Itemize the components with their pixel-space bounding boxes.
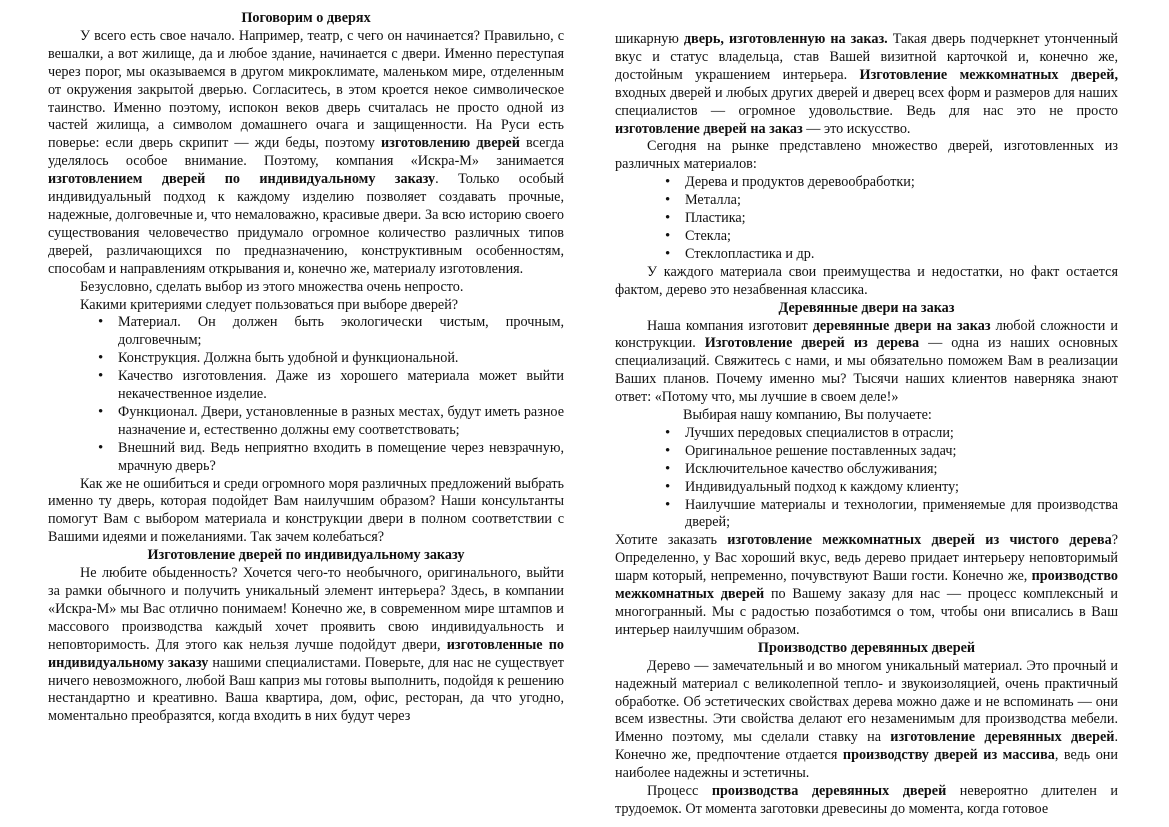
- heading-doors: Поговорим о дверях: [241, 10, 371, 26]
- list-item: • Индивидуальный подход к каждому клиенту;: [615, 479, 1118, 497]
- list-item: • Лучших передовых специалистов в отрасли;: [615, 425, 1118, 443]
- list-item: • Материал. Он должен быть экологически чистым, прочным, долговечным;: [48, 314, 564, 350]
- paragraph-wooden: Наша компания изготовит деревянные двери на заказ любой сложности и конструкции. Изготовление дверей из дерева — одна из наших основных специализаций. Свяжитесь с нами, и мы обязательно поможем Вам в реализации Ваших планов. Почему именно мы? Тысячи наших клиентов наверняка знают ответ: «Потому что, мы лучшие в своем деле!»: [615, 317, 1118, 406]
- list-item: • Качество изготовления. Даже из хорошего материала может выйти некачественное изделие.: [48, 368, 564, 404]
- right-column: [615, 31, 1118, 819]
- paragraph-custom: Не любите обыденность? Хочется чего-то необычного, оригинального, выйти за рамки обычного и получить уникальный элемент интерьера? Здесь, в компании «Искра-М» мы Вас отлично понимаем! Конечно же, в современном мире штампов и массового производства каждый хочет проявить свою индивидуальность и неповторимость. Для этого как нельзя лучше подойдут двери, изготовленные по индивидуальному заказу нашими специалистами. Поверьте, для нас не существует ничего невозможного, любой Ваш каприз мы готовы выполнить, подойдя к решению нестандартно и креативно. Ваша квартира, дом, офис, ресторан, да что угодно, моментально преобразятся, когда входить в них будут через: [48, 565, 564, 725]
- list-item: • Конструкция. Должна быть удобной и функциональной.: [48, 350, 564, 368]
- benefits-list: [615, 425, 1118, 532]
- left-column: [48, 10, 564, 726]
- heading-wooden-doors: Деревянные двери на заказ: [778, 299, 955, 316]
- paragraph-classic: У каждого материала свои преимущества и недостатки, но факт остается фактом, дерево это незабвенная классика.: [615, 263, 1118, 298]
- paragraph-consultants: Как же не ошибиться и среди огромного моря различных предложений выбрать именно ту дверь, которая подойдет Вам наилучшим образом? Наши консультанты помогут Вам с выбором материала и конструкции двери в полном соответствии с Вашими идеями и пожеланиями. Так зачем колебаться?: [48, 475, 564, 546]
- list-item: • Дерева и продуктов деревообработки;: [615, 174, 1118, 192]
- list-item: • Пластика;: [615, 210, 1118, 228]
- list-item: • Оригинальное решение поставленных задач;: [615, 443, 1118, 461]
- materials-list: [615, 174, 1118, 264]
- list-item: • Стеклопластика и др.: [615, 246, 1118, 264]
- list-item: • Функционал. Двери, установленные в разных местах, будут иметь разное назначение и, естественно должны ему соответствовать;: [48, 404, 564, 440]
- paragraph-interior: Хотите заказать изготовление межкомнатных дверей из чистого дерева? Определенно, у Вас хороший вкус, ведь дерево придает интерьеру неповторимый шарм который, непременно, почувствуют Ваши гости. Конечно же, производство межкомнатных дверей по Вашему заказу для нас — процесс комплексный и многогранный. Мы с радостью позаботимся о том, чтобы они вписались в Ваш интерьер наилучшим образом.: [615, 532, 1119, 638]
- paragraph-choice: Безусловно, сделать выбор из этого множества очень непросто.: [80, 278, 464, 295]
- paragraph-wood-material: Дерево — замечательный и во многом уникальный материал. Это прочный и надежный материал с великолепной тепло- и звукоизоляцией, очень практичный обработке. Об эстетических свойствах дерева можно даже и не вспоминать — они всем известны. Эти свойства делают его незаменимым для производства мебели. Именно поэтому, мы сделали ставку на изготовление деревянных дверей. Конечно же, предпочтение отдается производству дверей из массива, ведь они наиболее надежны и эстетичны.: [615, 657, 1118, 782]
- paragraph-materials-intro: Сегодня на рынке представлено множество дверей, изготовленных из различных материалов:: [615, 138, 1118, 173]
- list-item: • Металла;: [615, 192, 1118, 210]
- criteria-list: [48, 314, 564, 475]
- list-item: • Внешний вид. Ведь неприятно входить в помещение через невзрачную, мрачную дверь?: [48, 440, 564, 476]
- intro-paragraph: У всего есть свое начало. Например, театр, с чего он начинается? Правильно, с вешалки, а вот жилище, да и любое здание, начинается с двери. Именно переступая через порог, мы оказываемся в другом микроклимате, маленьком мире, отделенным от окружения закрытой дверью. Согласитесь, в этом кроется некое символическое таинство. Именно поэтому, испокон веков дверь считалась не просто одной из частей жилища, а символом домашнего очага и защищенности. На Руси есть поверье: если дверь скрипит — жди беды, поэтому изготовлению дверей всегда уделялось особое внимание. Поэтому, компания «Искра-М» занимается изготовлением дверей по индивидуальному заказу. Только особый индивидуальный подход к каждому изделию позволяет создавать прочные, надежные, долговечные и, что немаловажно, красивые двери. За всю историю своего существования человечество придумало огромное количество различных типов дверей, различающихся по предназначению, конструктивным особенностям, способам и направлениям открывания и, конечно же, материалу изготовления.: [48, 27, 564, 277]
- list-item: • Наилучшие материалы и технологии, применяемые для производства дверей;: [615, 497, 1118, 533]
- list-item: • Стекла;: [615, 228, 1118, 246]
- paragraph-continued: шикарную дверь, изготовленную на заказ. Такая дверь подчеркнет утонченный вкус и статус владельца, став Вашей визитной карточкой и, конечно же, достойным украшением интерьера. Изготовление межкомнатных дверей, входных дверей и любых других дверей и дверец всех форм и размеров для наших специалистов — огромное удовольствие. Ведь для нас это не просто изготовление дверей на заказ — это искусство.: [615, 31, 1119, 137]
- paragraph-benefits-intro: Выбирая нашу компанию, Вы получаете:: [683, 407, 932, 424]
- paragraph-process: Процесс производства деревянных дверей невероятно длителен и трудоемок. От момента заготовки древесины до момента, когда готовое: [615, 783, 1118, 817]
- heading-custom-doors: Изготовление дверей по индивидуальному заказу: [147, 547, 465, 564]
- paragraph-criteria-question: Какими критериями следует пользоваться при выборе дверей?: [80, 296, 459, 313]
- heading-wood-production: Производство деревянных дверей: [757, 639, 976, 656]
- list-item: • Исключительное качество обслуживания;: [615, 461, 1118, 479]
